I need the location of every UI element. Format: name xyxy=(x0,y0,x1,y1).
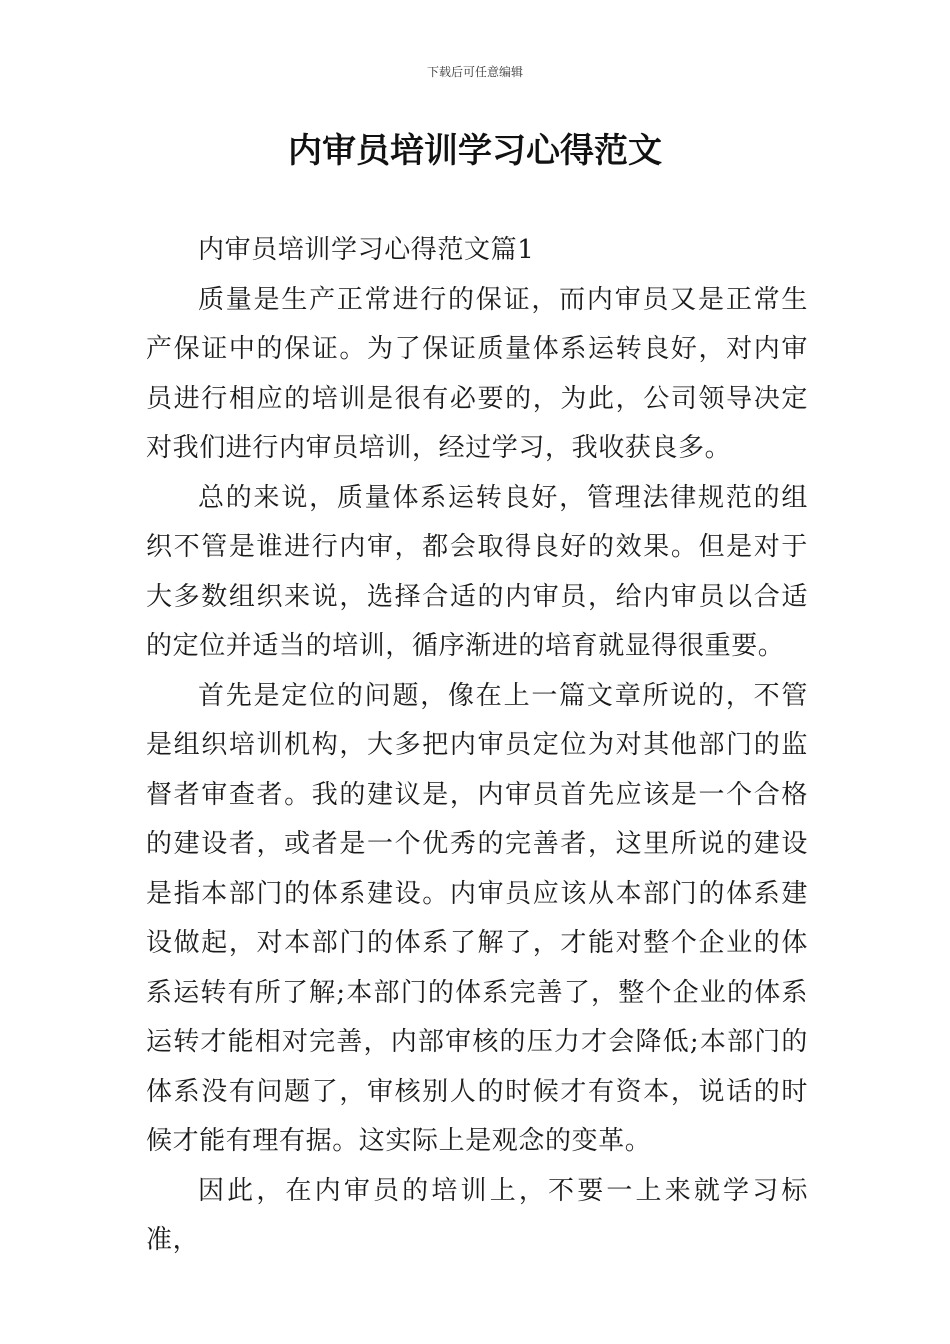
paragraph: 首先是定位的问题，像在上一篇文章所说的，不管是组织培训机构，大多把内审员定位为对其他部门的监督者审查者。我的建议是，内审员首先应该是一个合格的建设者，或者是一个优秀的完善者，这里所说的建设是指本部门的体系建设。内审员应该从本部门的体系建设做起，对本部门的体系了解了，才能对整个企业的体系运转有所了解;本部门的体系完善了，整个企业的体系运转才能相对完善，内部审核的压力才会降低;本部门的体系没有问题了，审核别人的时候才有资本，说话的时候才能有理有据。这实际上是观念的变革。 xyxy=(146,680,808,1156)
document-body xyxy=(146,226,808,1266)
document-title: 内审员培训学习心得范文 xyxy=(288,131,662,171)
paragraph: 质量是生产正常进行的保证，而内审员又是正常生产保证中的保证。为了保证质量体系运转良好，对内审员进行相应的培训是很有必要的，为此，公司领导决定对我们进行内审员培训，经过学习，我收获良多。 xyxy=(146,284,808,463)
paragraph: 因此，在内审员的培训上，不要一上来就学习标准， xyxy=(146,1175,808,1255)
paragraph: 总的来说，质量体系运转良好，管理法律规范的组织不管是谁进行内审，都会取得良好的效果。但是对于大多数组织来说，选择合适的内审员，给内审员以合适的定位并适当的培训，循序渐进的培育就显得很重要。 xyxy=(146,482,808,661)
section-heading: 内审员培训学习心得范文篇1 xyxy=(198,235,535,265)
header-note: 下载后可任意编辑 xyxy=(426,65,523,79)
